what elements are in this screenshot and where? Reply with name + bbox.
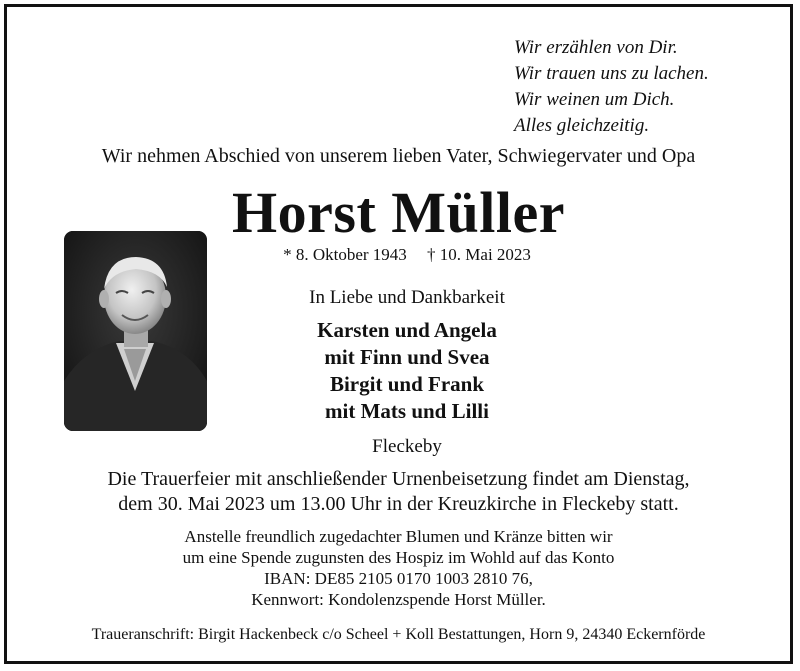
donation-line: IBAN: DE85 2105 0170 1003 2810 76, — [264, 569, 533, 588]
ceremony-info — [7, 467, 790, 517]
poem-line: Wir erzählen von Dir. — [514, 37, 678, 58]
poem-line: Wir trauen uns zu lachen. — [514, 63, 709, 84]
poem-line: Wir weinen um Dich. — [514, 89, 675, 110]
ceremony-line: Die Trauerfeier mit anschließender Urnenbeisetzung findet am Dienstag, — [107, 468, 690, 490]
birth-date: * 8. Oktober 1943 — [283, 245, 407, 264]
family-line: mit Mats und Lilli — [325, 399, 489, 423]
donation-line: Anstelle freundlich zugedachter Blumen und Kränze bitten wir — [184, 527, 613, 546]
family-names — [207, 317, 607, 425]
mourning-address: Traueranschrift: Birgit Hackenbeck c/o Scheel + Koll Bestattungen, Horn 9, 24340 Eckernförde — [91, 626, 706, 643]
intro-text: Wir nehmen Abschied von unserem lieben Vater, Schwiegervater und Opa — [101, 145, 696, 167]
life-dates — [207, 245, 607, 265]
deceased-name: Horst Müller — [232, 180, 565, 245]
donation-line: um eine Spende zugunsten des Hospiz im Wohld auf das Konto — [182, 548, 615, 567]
donation-line: Kennwort: Kondolenzspende Horst Müller. — [251, 590, 546, 609]
poem-line: Alles gleichzeitig. — [514, 115, 650, 136]
family-line: Karsten und Angela — [317, 318, 497, 342]
family-line: mit Finn und Svea — [324, 345, 490, 369]
family-line: Birgit und Frank — [329, 372, 485, 396]
place-name: Fleckeby — [372, 436, 442, 457]
donation-info — [7, 526, 790, 610]
obituary-frame — [4, 4, 793, 664]
portrait-photo — [64, 231, 207, 431]
dedication-text: In Liebe und Dankbarkeit — [309, 287, 505, 308]
death-date: † 10. Mai 2023 — [427, 245, 531, 264]
ceremony-line: dem 30. Mai 2023 um 13.00 Uhr in der Kreuzkirche in Fleckeby statt. — [118, 493, 679, 515]
poem — [514, 35, 709, 139]
